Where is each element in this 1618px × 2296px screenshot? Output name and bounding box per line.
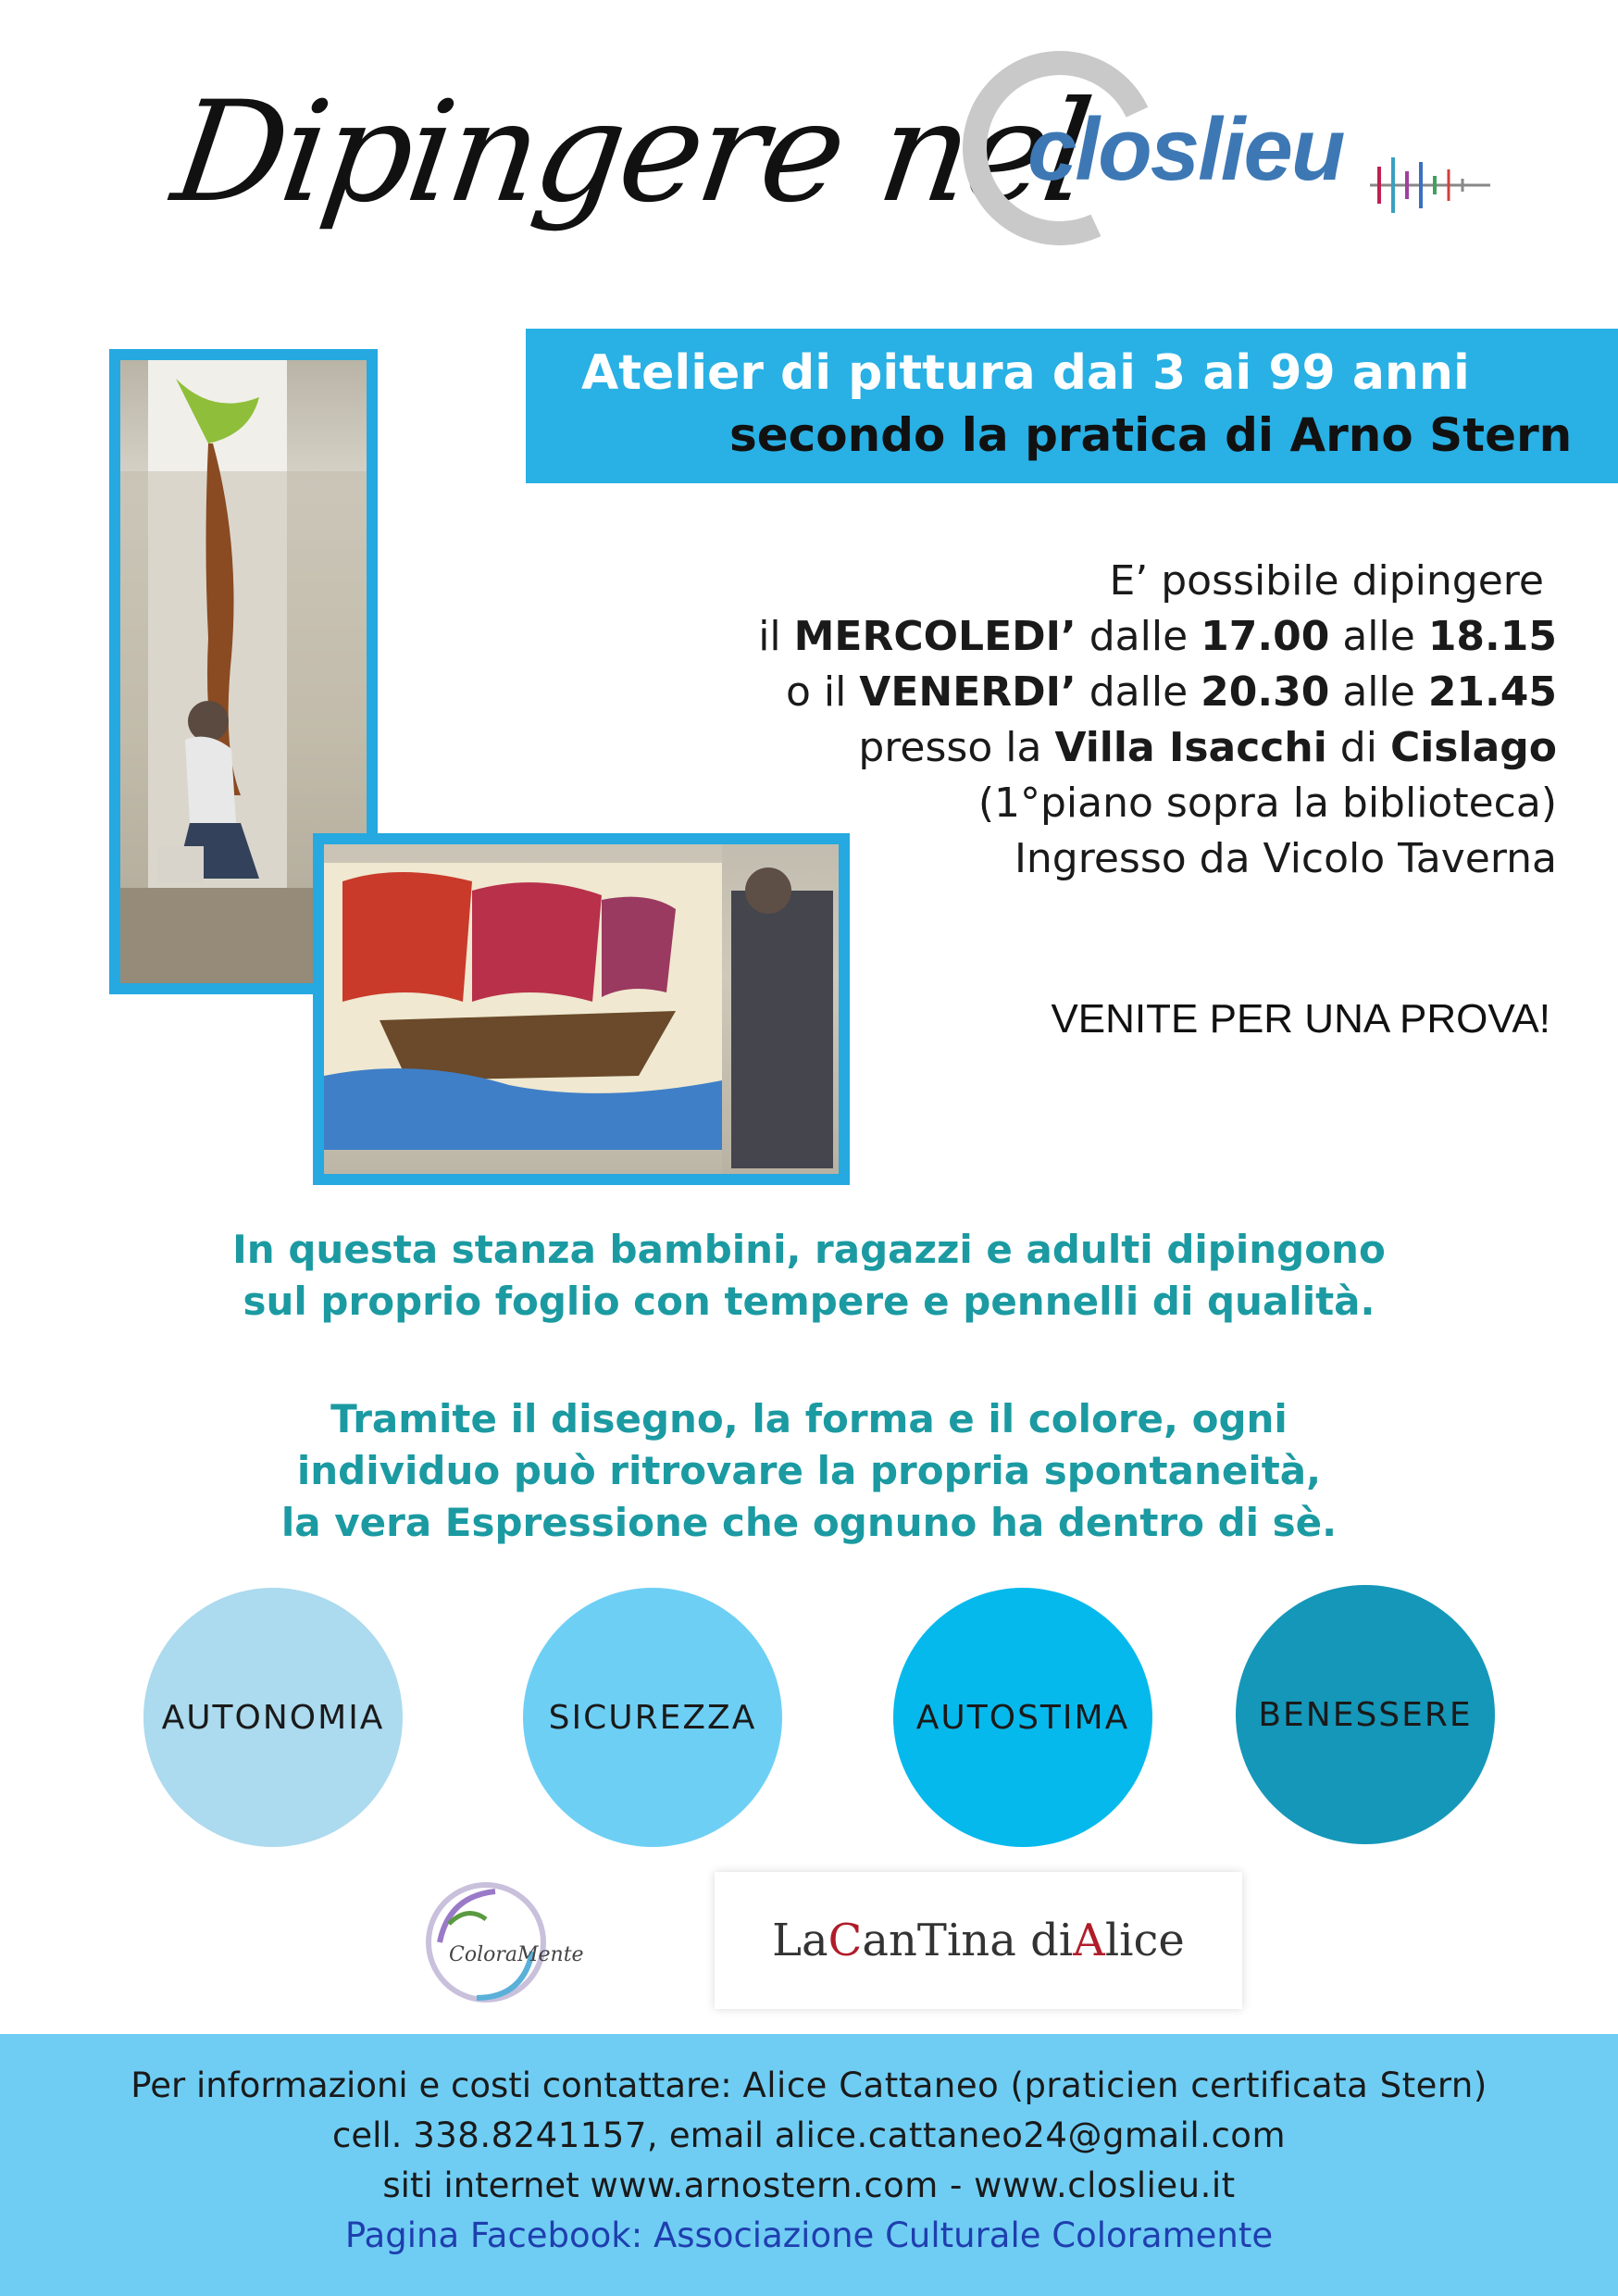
coloramente-logo-text: ColoraMente — [449, 1943, 584, 1966]
call-to-action: VENITE PER UNA PROVA! — [1051, 996, 1550, 1042]
schedule-place — [724, 720, 1557, 776]
time-from: 17.00 — [1201, 613, 1330, 660]
logo-text: A — [1073, 1915, 1105, 1966]
logo-text: C — [828, 1915, 863, 1966]
text: dalle — [1076, 613, 1201, 660]
title-script: Dipingere nel — [164, 72, 1098, 233]
schedule-text — [724, 554, 1557, 887]
schedule-friday — [724, 665, 1557, 720]
cantina-di-alice-logo — [715, 1872, 1242, 2009]
website-links[interactable]: www.arnostern.com - www.closlieu.it — [590, 2165, 1236, 2205]
footer-websites-line — [0, 2165, 1618, 2205]
paragraph-line: la vera Espressione che ognuno ha dentro di sè. — [280, 1500, 1338, 1545]
banner-subtitle: secondo la pratica di Arno Stern — [729, 408, 1573, 462]
paragraph-expression — [0, 1393, 1618, 1549]
paragraph-line: individuo può ritrovare la propria spontaneità, — [296, 1448, 1322, 1493]
text: alle — [1329, 668, 1428, 716]
logo-text: anTina di — [862, 1915, 1074, 1966]
email-link[interactable]: alice.cattaneo24@gmail.com — [774, 2115, 1286, 2155]
coloramente-swirl-icon — [412, 1868, 597, 2016]
time-from: 20.30 — [1201, 668, 1330, 716]
text: cell. — [332, 2115, 414, 2155]
text: il — [758, 613, 794, 660]
circle-sicurezza: SICUREZZA — [523, 1588, 782, 1847]
phone-number: 338.8241157, — [413, 2115, 659, 2155]
contact-name: Alice Cattaneo (praticien certificata Stern) — [742, 2065, 1487, 2105]
paragraph-room — [0, 1224, 1618, 1328]
circle-benessere: BENESSERE — [1236, 1585, 1495, 1844]
town-name: Cislago — [1389, 724, 1557, 771]
paragraph-line: sul proprio foglio con tempere e pennelli di qualità. — [243, 1279, 1375, 1324]
circle-autonomia: AUTONOMIA — [143, 1588, 403, 1847]
text: email — [658, 2115, 775, 2155]
logo-text: closlieu — [1027, 100, 1344, 199]
text: alle — [1329, 613, 1428, 660]
contact-footer — [0, 2034, 1618, 2296]
logo-text: lice — [1104, 1915, 1185, 1966]
logo-lines-icon — [1370, 144, 1490, 227]
banner-title: Atelier di pittura dai 3 ai 99 anni — [581, 345, 1470, 401]
paragraph-line: Tramite il disegno, la forma e il colore, ogni — [330, 1396, 1288, 1441]
schedule-floor: (1°piano sopra la biblioteca) — [977, 780, 1557, 827]
coloramente-logo — [412, 1868, 597, 2016]
paragraph-line: In questa stanza bambini, ragazzi e adulti dipingono — [232, 1227, 1386, 1272]
text: siti internet — [382, 2165, 591, 2205]
footer-contact-line — [0, 2065, 1618, 2105]
schedule-intro — [724, 554, 1557, 609]
banner — [526, 329, 1618, 483]
text: dalle — [1076, 668, 1201, 716]
time-to: 18.15 — [1427, 613, 1557, 660]
text: di — [1326, 724, 1390, 771]
logo-text: La — [772, 1915, 828, 1966]
time-to: 21.45 — [1427, 668, 1557, 716]
text: presso la — [858, 724, 1055, 771]
day-wednesday: MERCOLEDI’ — [793, 613, 1077, 660]
photo-man-painting-illustration — [324, 844, 839, 1174]
circle-autostima: AUTOSTIMA — [893, 1588, 1152, 1847]
place-name: Villa Isacchi — [1054, 724, 1327, 771]
day-friday: VENERDI’ — [859, 668, 1077, 716]
closlieu-logo — [944, 42, 1500, 255]
text: Per informazioni e costi contattare: — [131, 2065, 743, 2105]
schedule-entrance: Ingresso da Vicolo Taverna — [1014, 835, 1557, 882]
schedule-wednesday — [724, 609, 1557, 665]
facebook-page-link[interactable]: Pagina Facebook: Associazione Culturale Coloramente — [344, 2215, 1274, 2255]
schedule-intro-text: E’ possibile dipingere — [1109, 557, 1544, 605]
text: o il — [785, 668, 860, 716]
footer-phone-email-line — [0, 2115, 1618, 2155]
